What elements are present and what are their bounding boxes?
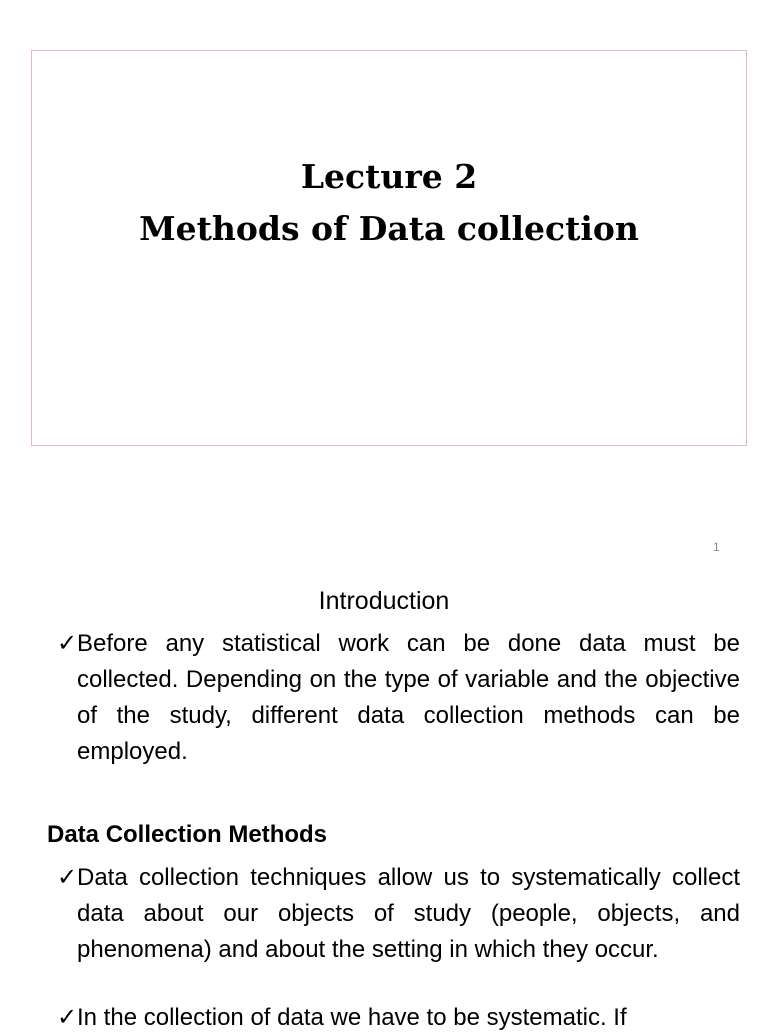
- slide-title: [32, 151, 746, 255]
- page-number: 1: [713, 540, 720, 554]
- bullet-text: Before any statistical work can be done data must be collected. Depending on the type of variable and the objective of the study, different data collection methods can be employed.: [77, 630, 740, 765]
- section-heading: Data Collection Methods: [47, 821, 328, 848]
- list-item: [57, 626, 740, 770]
- bullet-text: In the collection of data we have to be systematic. If: [77, 1004, 627, 1031]
- lecture-topic: Methods of Data collection: [139, 209, 639, 248]
- check-icon: ✓: [57, 630, 78, 657]
- lecture-number: Lecture 2: [300, 157, 478, 196]
- bullet-text: Data collection techniques allow us to systematically collect data about our objects of study (people, objects, and phenomena) and about the setting in which they occur.: [77, 864, 740, 963]
- check-icon: ✓: [57, 1004, 78, 1031]
- introduction-heading: Introduction: [318, 587, 450, 615]
- list-item: [57, 1000, 740, 1036]
- list-item: [57, 860, 740, 968]
- title-slide: [31, 50, 747, 446]
- check-icon: ✓: [57, 864, 78, 891]
